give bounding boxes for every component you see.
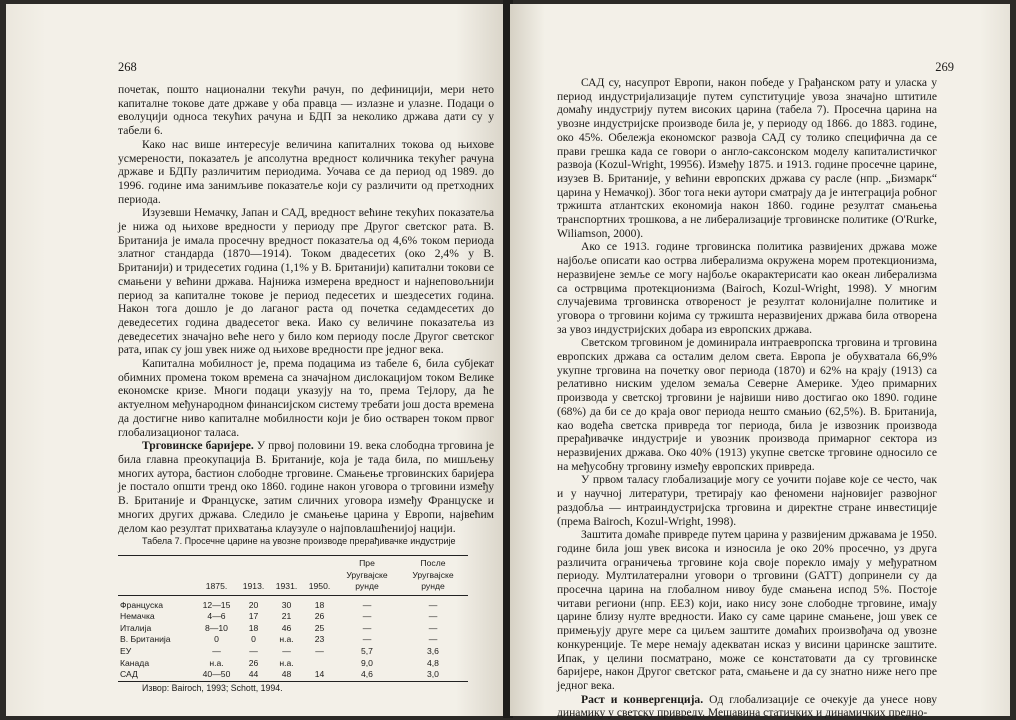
table-cell: 17 xyxy=(248,611,259,622)
table-cell: В. Британија xyxy=(120,634,171,645)
left-page-text xyxy=(118,83,494,696)
paragraph: Капитална мобилност је, према подацима из табеле 6, била субјекат обимних промена током времена са значајном дислокацијом током Велике економске кризе. Многи подаци указују на то, према Тејлору, да ће актуелном међународном финансијском систему требати још доста времена да достигне ниво капиталне мобилности који је био остварен током првог глобализационог таласа. xyxy=(118,357,494,439)
table-cell: — xyxy=(362,634,372,645)
table-row xyxy=(118,669,468,681)
table-cell: 23 xyxy=(314,634,325,645)
table-cell: 40—50 xyxy=(196,669,237,681)
table-cell: ЕУ xyxy=(120,646,132,657)
table-cell: — xyxy=(428,599,438,610)
table-cell: 4,6 xyxy=(336,669,398,681)
section-heading: Трговинске баријере. xyxy=(142,439,254,453)
table-cell: Немачка xyxy=(120,611,155,622)
table-cell: 4,8 xyxy=(427,657,439,668)
table-cell: 25 xyxy=(314,622,325,633)
tariff-table xyxy=(118,555,468,682)
table-cell: 4—6 xyxy=(207,611,226,622)
section-heading: Раст и конвергенција. xyxy=(581,692,704,706)
paragraph: Изузевши Немачку, Јапан и САД, вредност већине текућих показатеља је нижа од њихове вредности у периоду пре Другог светског рата. В. Британија је имала просечну вредност показатеља од 4,6% током периода златног стандарда (1870—1914). Током двадесетих (око 2,4% у В. Британији) и тридесетих година (1,1% у В. Британији) капитални токови се смањени у већини држава. Најнижа измерена вредност и најнеповољнији период за капиталне токове је период педесетих и шездесетих година. Након тога дошло је до лаганог раста од почетка седамдесетих до деведесетих година двадесетог века. Иако су величине показатеља из деведесетих значајно веће него у било ком периоду после Другог светског рата, ипак су још увек ниже од њихове вредности пре једног века. xyxy=(118,206,494,357)
table-cell: 18 xyxy=(314,599,325,610)
table-cell: 21 xyxy=(281,611,292,622)
table-row xyxy=(118,600,468,612)
table-header-cell: 1913. xyxy=(237,555,270,595)
table-cell: — xyxy=(362,611,372,622)
table-cell: н.а. xyxy=(279,657,294,668)
paragraph: У првом таласу глобализације могу се уочити појаве које се често, чак и у научној литератури, третирају као феномени најновијег развојног раздобља — интраиндустријска трговина и директне стране инвестиције (према Bairoch, Kozul-Wright, 1998). xyxy=(557,473,937,528)
paragraph xyxy=(557,693,937,720)
table-cell: — xyxy=(212,646,221,657)
table-cell: 3,6 xyxy=(427,646,439,657)
paragraph: почетак, пошто национални текући рачун, по дефиницији, мери нето капиталне токове дате државе у оба правца — излазне и улазне. Подаци о еволуцији односа текућих рачуна и БДП за неколико држава дати су у табели 6. xyxy=(118,83,494,138)
table-cell: 0 xyxy=(214,634,219,645)
table-cell: н.а. xyxy=(279,634,294,645)
page-number: 269 xyxy=(935,60,954,74)
table-cell: 30 xyxy=(281,599,292,610)
table-cell: 20 xyxy=(248,599,259,610)
table-caption: Табела 7. Просечне царине на увозне производе прерађивачке индустрије xyxy=(142,536,456,547)
table-cell xyxy=(303,658,336,670)
table-header-cell: 1931. xyxy=(270,555,303,595)
table-cell: 46 xyxy=(281,622,292,633)
table-cell: — xyxy=(362,622,372,633)
table-cell: 3,0 xyxy=(398,669,468,681)
table-row xyxy=(118,658,468,670)
table-cell: — xyxy=(428,622,438,633)
table-cell: 12—15 xyxy=(202,599,231,610)
table-header-cell: 1875. xyxy=(196,555,237,595)
table-cell: 26 xyxy=(314,611,325,622)
table-source: Извор: Bairoch, 1993; Schott, 1994. xyxy=(142,682,283,693)
table-row xyxy=(118,611,468,623)
table-cell: 26 xyxy=(248,657,259,668)
paragraph: САД су, насупрот Европи, након победе у Грађанском рату и уласка у период индустријализације путем супституције увоза значајно штитиле домаћу индустрију путем високих царина (табела 7). Просечна царина на увозне индустријске производе била је, у периоду од 1866. до 1883. године, око 45%. Обележја економског развоја САД су толико специфична да се прави грешка када се говори о англо-саксонском моделу капиталистичког развоја (Kozul-Wright, 19956). Између 1875. и 1913. године просечне царине, изузев В. Британије, у већини европских држава су расле (нпр. „Бизмарк“ царина у Немачкој). Због тога неки аутори сматрају да је интеграција робног тржишта атлантских економија након 1860. године резултат смањења транспортних трошкова, а не либерализације трговинске политике (O'Rurke, Wiliamson, 2000). xyxy=(557,76,937,240)
table-cell: н.а. xyxy=(209,657,224,668)
table-header-cell xyxy=(118,555,196,595)
table-cell: 18 xyxy=(248,622,259,633)
table-cell: — xyxy=(315,646,324,657)
table-cell: 14 xyxy=(303,669,336,681)
right-page-text xyxy=(557,76,937,720)
paragraph: Светском трговином је доминирала интраевропска трговина и трговина европских држава са осталим делом света. Европа је обухватала 66,9% укупне трговина на почетку овог периода (1870) и 62% на крају (1913) са релативно ниским уделом земаља Северне Америке. Удео примарних производа у светској трговини је највиши ниво достигао око 1890. године (68%) да би се до краја овог периода нешто смањио (62,5%). В. Британија, као водећа светска привреда тог периода, била је извозник производа прерађивачке индустрије и увозник производа примарног сектора из неразвијених држава. Око 40% (1913) укупне светске трговине односило се на међусобну трговину између европских привреда. xyxy=(557,336,937,473)
left-page xyxy=(6,4,506,716)
table-header-cell: Пре Уругвајске рунде xyxy=(336,555,398,595)
table-cell: 48 xyxy=(270,669,303,681)
table-cell: Италија xyxy=(120,622,152,633)
page-number: 268 xyxy=(118,60,137,74)
paragraph: Ако се 1913. године трговинска политика развијених држава може најбоље описати као острва либерализма окружена морем протекционизма, неразвијене земље се могу најбоље окарактерисати као океан либерализма са острвцима протекционизма (Bairoch, Kozul-Wright, 1998). У многим случајевима трговинска отвореност је резултат колонијалне политике и уговора о трговини којима су тржишта неразвијених држава била отворена за увоз индустријских добара из европских држава. xyxy=(557,240,937,336)
paragraph: Заштита домаће привреде путем царина у развијеним државама је 1950. године била још увек висока и износила је око 20% просечно, уз друга различита ограничења трговине која своје порекло имају у међуратном периоду. Мултилатерални уговори о трговини (GATT) допринели су да просечна царина на глобалном нивоу буде смањена испод 5%. Постоје читави региони (нпр. ЕЕЗ) који, иако нису зоне слободне трговине, имају царине близу нулте вредности. Иако су саме царине смањене, још увек се примењују друге мере са циљем заштите домаћих произвођача од увозне конкуренције. Те мере немају адекватан исказ у висини царинске заштите. Ипак, у целини посматрано, може се констатовати да су трговинске баријере, након Другог светског рата, смањене и да су знатно ниже него пре једног века. xyxy=(557,528,937,692)
paragraph: Како нас више интересује величина капиталних токова од њихове усмерености, показатељ је апсолутна вредност количника текућег рачуна државе и БДПу различитим периодима. Уочава се да период од 1989. до 1996. године има занимљиве показатеље који су различити од претходних периода. xyxy=(118,137,494,206)
table-cell: — xyxy=(282,646,291,657)
paragraph-body: У првој половини 19. века слободна трговина је била главна преокупација В. Британије, која је тада била, по мишљењу многих аутора, бастион слободне трговине. Смањење трговинских баријера је постало општи тренд око 1860. године након уговора о трговини између В. Британије и Француске, затим сличних уговора између Француске и многих других држава. Следило је смањење царина у Европи, највећим делом као резултат прихватања клаузуле о најповлашћенијој нацији. xyxy=(118,439,494,535)
paragraph xyxy=(118,439,494,535)
table-header-row xyxy=(118,555,468,595)
table-cell: 8—10 xyxy=(205,622,228,633)
table-cell: — xyxy=(428,634,438,645)
table-cell: 5,7 xyxy=(361,646,373,657)
table-row xyxy=(118,634,468,646)
table-cell: 9,0 xyxy=(361,657,373,668)
table-row xyxy=(118,623,468,635)
table-cell: — xyxy=(428,611,438,622)
table-row xyxy=(118,646,468,658)
right-page xyxy=(510,4,1010,720)
table-header-cell: После Уругвајске рунде xyxy=(398,555,468,595)
table-cell: Француска xyxy=(120,599,163,610)
table-cell: Канада xyxy=(120,657,150,668)
table-cell: 0 xyxy=(251,634,256,645)
paragraph-body: Од глобализације се очекује да унесе нову динамику у светску привреду. Мешавина статичких и динамичких предно- xyxy=(557,692,937,720)
table-cell: — xyxy=(362,599,372,610)
table-cell: 44 xyxy=(237,669,270,681)
table-header-cell: 1950. xyxy=(303,555,336,595)
table-cell: САД xyxy=(118,669,196,681)
table-cell: — xyxy=(249,646,258,657)
